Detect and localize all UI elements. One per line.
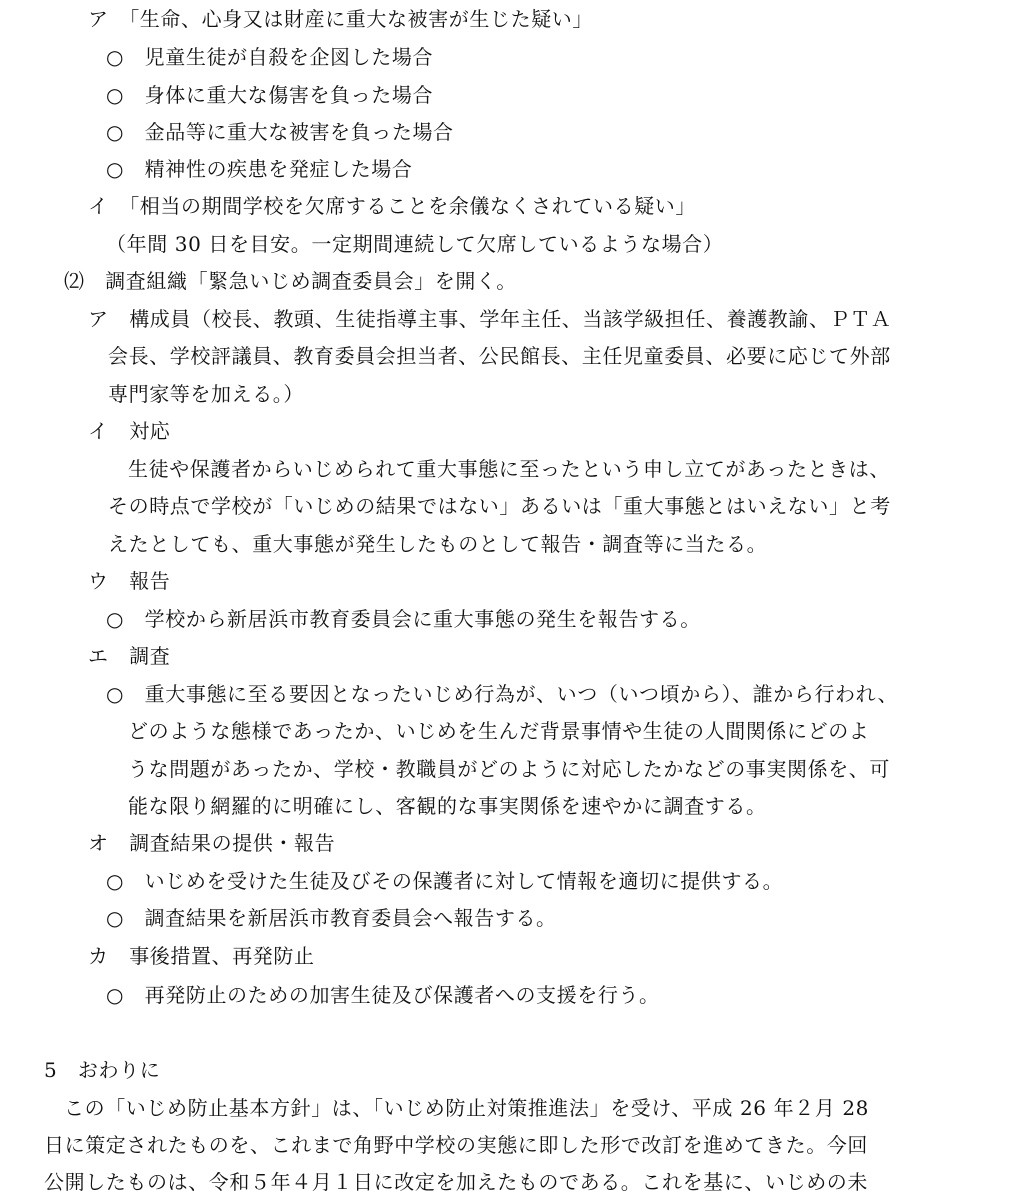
response-line-1: 生徒や保護者からいじめられて重大事態に至ったという申し立てがあったときは、 xyxy=(128,457,890,481)
members-line-1: ア 構成員（校長、教頭、生徒指導主事、学年主任、当該学級担任、養護教諭、ＰＴＡ xyxy=(88,307,892,331)
item-a-heading: ア 「生命、心身又は財産に重大な被害が生じた疑い」 xyxy=(88,7,593,31)
results-heading: オ 調査結果の提供・報告 xyxy=(88,831,336,855)
investigation-heading: エ 調査 xyxy=(88,644,171,668)
aftercare-heading: カ 事後措置、再発防止 xyxy=(88,944,315,968)
case-suicide-attempt: ○ 児童生徒が自殺を企図した場合 xyxy=(106,45,434,69)
section-5-line-3: 公開したものは、令和５年４月１日に改定を加えたものである。これを基に、いじめの未 xyxy=(44,1170,868,1194)
section-5-heading: 5 おわりに xyxy=(44,1058,161,1082)
case-property-damage: ○ 金品等に重大な被害を負った場合 xyxy=(106,120,454,144)
investigation-line-4: 能な限り網羅的に明確にし、客観的な事実関係を速やかに調査する。 xyxy=(128,794,767,818)
results-item-1: ○ いじめを受けた生徒及びその保護者に対して情報を適切に提供する。 xyxy=(106,869,784,893)
case-mental-illness: ○ 精神性の疾患を発症した場合 xyxy=(106,157,413,181)
response-line-3: えたとしても、重大事態が発生したものとして報告・調査等に当たる。 xyxy=(108,532,768,556)
item-i-note: （年間 30 日を目安。一定期間連続して欠席しているような場合） xyxy=(106,232,724,256)
report-item: ○ 学校から新居浜市教育委員会に重大事態の発生を報告する。 xyxy=(106,607,701,631)
subsection-2-heading: ⑵ 調査組織「緊急いじめ調査委員会」を開く。 xyxy=(64,269,517,293)
investigation-line-2: どのような態様であったか、いじめを生んだ背景事情や生徒の人間関係にどのよ xyxy=(128,719,870,743)
aftercare-item: ○ 再発防止のための加害生徒及び保護者への支援を行う。 xyxy=(106,983,660,1007)
report-heading: ウ 報告 xyxy=(88,569,171,593)
results-item-2: ○ 調査結果を新居浜市教育委員会へ報告する。 xyxy=(106,906,557,930)
item-i-heading: イ 「相当の期間学校を欠席することを余儀なくされている疑い」 xyxy=(88,194,696,218)
members-line-2: 会長、学校評議員、教育委員会担当者、公民館長、主任児童委員、必要に応じて外部 xyxy=(108,344,891,368)
investigation-line-1: ○ 重大事態に至る要因となったいじめ行為が、いつ（いつ頃から）、誰から行われ、 xyxy=(106,682,899,706)
case-bodily-injury: ○ 身体に重大な傷害を負った場合 xyxy=(106,83,434,107)
members-line-3: 専門家等を加える。） xyxy=(108,382,304,406)
response-heading: イ 対応 xyxy=(88,419,171,443)
investigation-line-3: うな問題があったか、学校・教職員がどのように対応したかなどの事実関係を、可 xyxy=(128,757,890,781)
section-5-line-2: 日に策定されたものを、これまで角野中学校の実態に即した形で改訂を進めてきた。今回 xyxy=(44,1133,868,1157)
section-5-line-1: この「いじめ防止基本方針」は、「いじめ防止対策推進法」を受け、平成 26 年２月 28 xyxy=(64,1096,869,1120)
response-line-2: その時点で学校が「いじめの結果ではない」あるいは「重大事態とはいえない」と考 xyxy=(108,494,891,518)
